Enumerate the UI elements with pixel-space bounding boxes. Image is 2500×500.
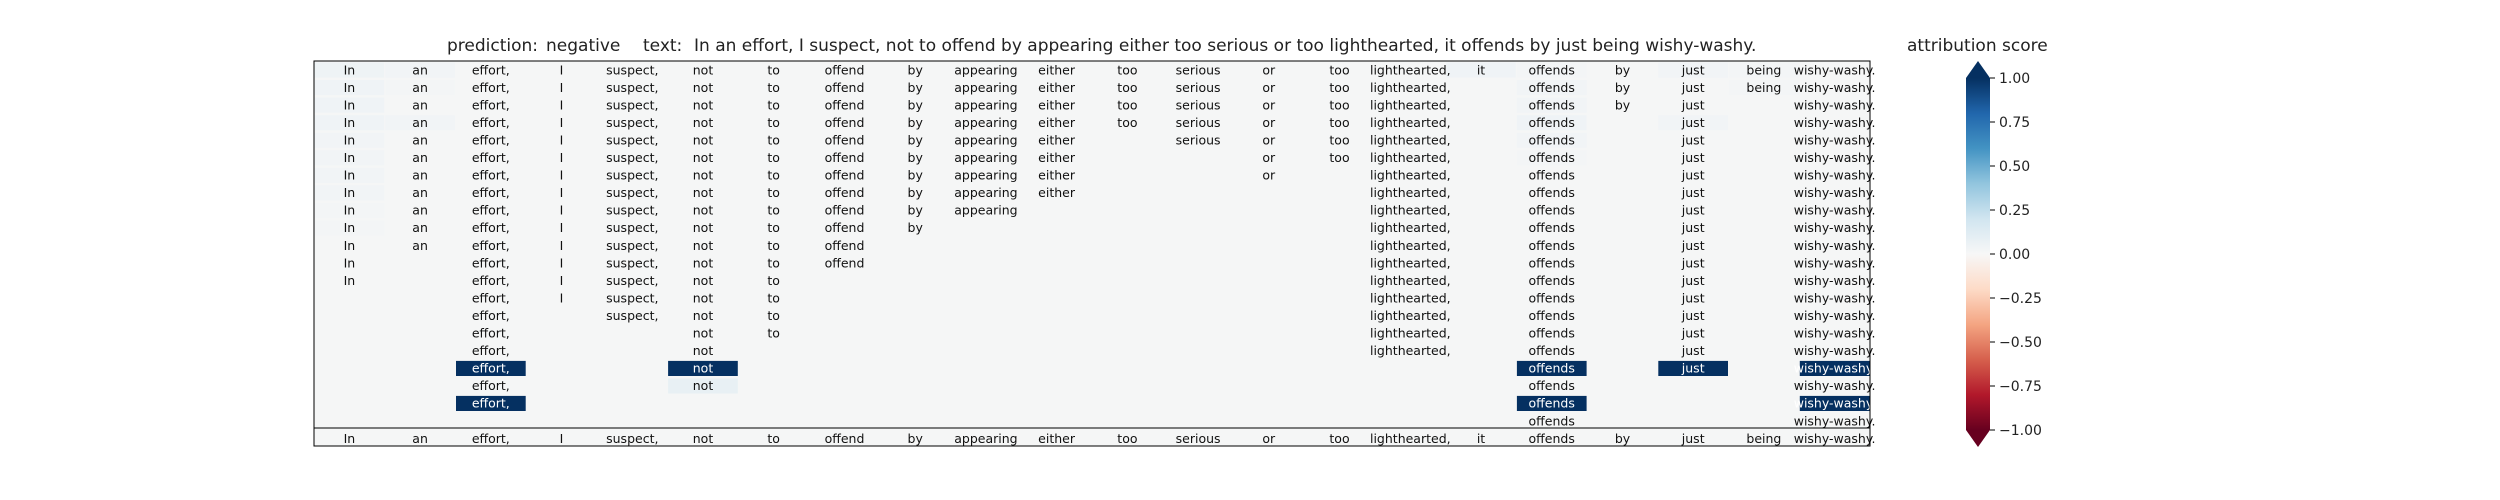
token-label: effort, bbox=[471, 308, 510, 323]
token-label: to bbox=[767, 272, 780, 288]
token-label: to bbox=[767, 185, 780, 201]
token-label: wishy-washy. bbox=[1793, 185, 1876, 201]
token-label: suspect, bbox=[606, 202, 659, 218]
token-label: lighthearted, bbox=[1369, 255, 1451, 271]
baseline-token: being bbox=[1746, 430, 1782, 446]
token-label: wishy-washy. bbox=[1793, 132, 1876, 148]
token-label: offends bbox=[1528, 395, 1575, 411]
token-label: suspect, bbox=[606, 185, 659, 201]
token-label: just bbox=[1681, 325, 1705, 341]
token-label: offends bbox=[1528, 62, 1575, 78]
token-label: In bbox=[343, 167, 356, 183]
token-label: to bbox=[767, 290, 780, 306]
colorbar-gradient bbox=[1966, 78, 1990, 430]
token-label: wishy-washy. bbox=[1793, 167, 1876, 183]
token-label: effort, bbox=[471, 62, 510, 78]
token-label: suspect, bbox=[606, 97, 659, 113]
token-label: effort, bbox=[471, 114, 510, 130]
colorbar-tick-label: −0.50 bbox=[1999, 335, 2042, 351]
token-label: I bbox=[559, 255, 564, 271]
token-label: just bbox=[1681, 202, 1705, 218]
token-label: wishy-washy. bbox=[1793, 202, 1876, 218]
token-label: either bbox=[1038, 185, 1076, 201]
token-label: by bbox=[907, 62, 923, 78]
token-label: wishy-washy. bbox=[1793, 378, 1876, 394]
token-label: by bbox=[1614, 79, 1631, 95]
token-label: offends bbox=[1528, 150, 1575, 165]
baseline-token: by bbox=[907, 430, 923, 446]
token-label: wishy-washy. bbox=[1793, 114, 1876, 130]
token-label: suspect, bbox=[606, 272, 659, 288]
token-label: lighthearted, bbox=[1369, 185, 1451, 201]
baseline-token: an bbox=[412, 430, 428, 446]
token-label: just bbox=[1681, 343, 1705, 359]
token-label: an bbox=[412, 97, 428, 113]
token-label: offends bbox=[1528, 114, 1575, 130]
baseline-token: lighthearted, bbox=[1369, 430, 1451, 446]
token-label: I bbox=[559, 150, 564, 165]
token-label: just bbox=[1681, 360, 1705, 376]
token-label: by bbox=[907, 150, 923, 165]
token-label: appearing bbox=[954, 79, 1018, 95]
token-label: effort, bbox=[471, 343, 510, 359]
token-label: wishy-washy. bbox=[1793, 325, 1876, 341]
token-label: wishy-washy. bbox=[1793, 220, 1876, 236]
token-label: lighthearted, bbox=[1369, 272, 1451, 288]
baseline-token: In bbox=[343, 430, 356, 446]
token-label: offend bbox=[824, 167, 865, 183]
colorbar-tick-label: 0.75 bbox=[1999, 115, 2031, 131]
token-label: In bbox=[343, 202, 356, 218]
token-label: or bbox=[1262, 114, 1276, 130]
token-label: too bbox=[1117, 79, 1138, 95]
token-label: effort, bbox=[471, 360, 510, 376]
token-label: either bbox=[1038, 132, 1076, 148]
token-label: I bbox=[559, 114, 564, 130]
token-label: offends bbox=[1528, 272, 1575, 288]
token-label: to bbox=[767, 202, 780, 218]
token-label: too bbox=[1329, 132, 1350, 148]
token-label: wishy-washy. bbox=[1793, 237, 1876, 253]
token-label: by bbox=[907, 167, 923, 183]
token-label: effort, bbox=[471, 132, 510, 148]
token-label: offends bbox=[1528, 290, 1575, 306]
token-label: offends bbox=[1528, 343, 1575, 359]
token-label: lighthearted, bbox=[1369, 97, 1451, 113]
token-label: either bbox=[1038, 114, 1076, 130]
token-label: not bbox=[692, 237, 714, 253]
baseline-token: or bbox=[1262, 430, 1276, 446]
token-label: lighthearted, bbox=[1369, 62, 1451, 78]
token-label: effort, bbox=[471, 79, 510, 95]
baseline-token: appearing bbox=[954, 430, 1018, 446]
token-label: not bbox=[692, 97, 714, 113]
token-label: wishy-washy. bbox=[1793, 343, 1876, 359]
token-label: not bbox=[692, 290, 714, 306]
colorbar bbox=[1966, 61, 2042, 447]
token-label: In bbox=[343, 62, 356, 78]
baseline-token: offend bbox=[824, 430, 865, 446]
token-label: offend bbox=[824, 237, 865, 253]
token-label: to bbox=[767, 79, 780, 95]
token-label: effort, bbox=[471, 255, 510, 271]
baseline-token: suspect, bbox=[606, 430, 659, 446]
token-label: appearing bbox=[954, 132, 1018, 148]
token-label: just bbox=[1681, 272, 1705, 288]
token-label: lighthearted, bbox=[1369, 290, 1451, 306]
token-label: suspect, bbox=[606, 150, 659, 165]
token-label: effort, bbox=[471, 202, 510, 218]
baseline-token: too bbox=[1329, 430, 1350, 446]
token-label: lighthearted, bbox=[1369, 79, 1451, 95]
token-label: I bbox=[559, 79, 564, 95]
token-label: to bbox=[767, 97, 780, 113]
token-label: or bbox=[1262, 79, 1276, 95]
token-label: In bbox=[343, 220, 356, 236]
token-label: an bbox=[412, 220, 428, 236]
token-label: In bbox=[343, 79, 356, 95]
token-label: serious bbox=[1175, 114, 1221, 130]
token-label: appearing bbox=[954, 114, 1018, 130]
token-label: offend bbox=[824, 220, 865, 236]
token-label: not bbox=[692, 79, 714, 95]
token-label: I bbox=[559, 167, 564, 183]
baseline-token: by bbox=[1614, 430, 1631, 446]
token-label: wishy-washy. bbox=[1793, 360, 1876, 376]
token-label: too bbox=[1117, 62, 1138, 78]
token-label: appearing bbox=[954, 185, 1018, 201]
token-label: offends bbox=[1528, 255, 1575, 271]
token-label: an bbox=[412, 237, 428, 253]
token-label: serious bbox=[1175, 79, 1221, 95]
token-label: an bbox=[412, 132, 428, 148]
token-label: offend bbox=[824, 150, 865, 165]
token-label: just bbox=[1681, 79, 1705, 95]
token-label: I bbox=[559, 97, 564, 113]
token-label: suspect, bbox=[606, 220, 659, 236]
token-label: offend bbox=[824, 114, 865, 130]
token-label: lighthearted, bbox=[1369, 220, 1451, 236]
token-label: offend bbox=[824, 132, 865, 148]
token-label: suspect, bbox=[606, 62, 659, 78]
colorbar-tick-label: 0.00 bbox=[1999, 247, 2031, 263]
token-label: just bbox=[1681, 114, 1705, 130]
token-label: an bbox=[412, 185, 428, 201]
colorbar-tick-label: 0.25 bbox=[1999, 203, 2031, 219]
token-label: either bbox=[1038, 97, 1076, 113]
token-label: too bbox=[1329, 114, 1350, 130]
token-label: lighthearted, bbox=[1369, 114, 1451, 130]
token-label: effort, bbox=[471, 325, 510, 341]
token-label: just bbox=[1681, 97, 1705, 113]
colorbar-tick-label: −1.00 bbox=[1999, 423, 2042, 439]
baseline-token: either bbox=[1038, 430, 1076, 446]
token-label: to bbox=[767, 150, 780, 165]
token-label: an bbox=[412, 114, 428, 130]
token-label: wishy-washy. bbox=[1793, 150, 1876, 165]
token-label: suspect, bbox=[606, 255, 659, 271]
token-label: In bbox=[343, 237, 356, 253]
token-label: lighthearted, bbox=[1369, 343, 1451, 359]
token-label: effort, bbox=[471, 272, 510, 288]
token-label: wishy-washy. bbox=[1793, 97, 1876, 113]
token-label: to bbox=[767, 255, 780, 271]
token-label: to bbox=[767, 132, 780, 148]
baseline-token: effort, bbox=[471, 430, 510, 446]
token-label: not bbox=[692, 308, 714, 323]
token-label: or bbox=[1262, 97, 1276, 113]
token-label: lighthearted, bbox=[1369, 202, 1451, 218]
token-label: suspect, bbox=[606, 290, 659, 306]
token-label: an bbox=[412, 79, 428, 95]
token-label: an bbox=[412, 202, 428, 218]
token-label: either bbox=[1038, 167, 1076, 183]
token-label: too bbox=[1117, 97, 1138, 113]
baseline-token: to bbox=[767, 430, 780, 446]
token-label: just bbox=[1681, 167, 1705, 183]
baseline-token: wishy-washy. bbox=[1793, 430, 1876, 446]
token-label: just bbox=[1681, 150, 1705, 165]
token-label: not bbox=[692, 185, 714, 201]
baseline-token: just bbox=[1681, 430, 1705, 446]
token-label: In bbox=[343, 97, 356, 113]
token-label: offends bbox=[1528, 325, 1575, 341]
token-label: I bbox=[559, 272, 564, 288]
token-label: suspect, bbox=[606, 132, 659, 148]
token-label: effort, bbox=[471, 220, 510, 236]
token-label: In bbox=[343, 114, 356, 130]
token-label: by bbox=[907, 97, 923, 113]
token-label: In bbox=[343, 255, 356, 271]
token-label: either bbox=[1038, 62, 1076, 78]
token-label: suspect, bbox=[606, 79, 659, 95]
token-label: to bbox=[767, 167, 780, 183]
token-label: or bbox=[1262, 132, 1276, 148]
token-label: appearing bbox=[954, 97, 1018, 113]
token-label: wishy-washy. bbox=[1793, 272, 1876, 288]
token-label: to bbox=[767, 308, 780, 323]
token-label: offend bbox=[824, 97, 865, 113]
token-label: not bbox=[692, 378, 714, 394]
token-label: wishy-washy. bbox=[1793, 255, 1876, 271]
token-label: I bbox=[559, 202, 564, 218]
token-label: serious bbox=[1175, 132, 1221, 148]
token-label: wishy-washy. bbox=[1793, 290, 1876, 306]
token-label: I bbox=[559, 290, 564, 306]
token-label: offend bbox=[824, 79, 865, 95]
token-label: just bbox=[1681, 308, 1705, 323]
token-label: too bbox=[1117, 114, 1138, 130]
token-label: either bbox=[1038, 79, 1076, 95]
baseline-token: serious bbox=[1175, 430, 1221, 446]
token-label: not bbox=[692, 325, 714, 341]
token-label: I bbox=[559, 185, 564, 201]
token-label: appearing bbox=[954, 167, 1018, 183]
token-label: either bbox=[1038, 150, 1076, 165]
token-label: wishy-washy. bbox=[1793, 413, 1876, 429]
token-label: too bbox=[1329, 150, 1350, 165]
chart-title bbox=[447, 36, 1756, 56]
token-label: offend bbox=[824, 202, 865, 218]
token-label: being bbox=[1746, 79, 1782, 95]
token-label: I bbox=[559, 237, 564, 253]
colorbar-top-extension bbox=[1966, 61, 1990, 78]
token-label: I bbox=[559, 220, 564, 236]
token-label: not bbox=[692, 114, 714, 130]
token-label: I bbox=[559, 132, 564, 148]
token-label: wishy-washy. bbox=[1793, 79, 1876, 95]
token-label: by bbox=[1614, 62, 1631, 78]
token-label: effort, bbox=[471, 395, 510, 411]
token-label: offends bbox=[1528, 132, 1575, 148]
token-label: offends bbox=[1528, 360, 1575, 376]
token-label: by bbox=[907, 220, 923, 236]
baseline-token: it bbox=[1476, 430, 1486, 446]
token-label: or bbox=[1262, 150, 1276, 165]
token-label: not bbox=[692, 343, 714, 359]
token-label: In bbox=[343, 272, 356, 288]
token-label: offends bbox=[1528, 185, 1575, 201]
token-label: effort, bbox=[471, 290, 510, 306]
text-value: In an effort, I suspect, not to offend by appearing either too serious or too lighthearted, it offends by just being wishy-washy. bbox=[694, 36, 1757, 56]
token-label: by bbox=[907, 114, 923, 130]
token-label: to bbox=[767, 114, 780, 130]
token-label: offends bbox=[1528, 378, 1575, 394]
baseline-token: not bbox=[692, 430, 714, 446]
token-label: lighthearted, bbox=[1369, 237, 1451, 253]
token-label: offends bbox=[1528, 167, 1575, 183]
token-label: by bbox=[907, 79, 923, 95]
token-label: being bbox=[1746, 62, 1782, 78]
token-label: lighthearted, bbox=[1369, 308, 1451, 323]
token-label: too bbox=[1329, 97, 1350, 113]
baseline-token: I bbox=[559, 430, 564, 446]
token-label: just bbox=[1681, 290, 1705, 306]
token-label: appearing bbox=[954, 62, 1018, 78]
token-label: In bbox=[343, 132, 356, 148]
token-label: effort, bbox=[471, 97, 510, 113]
token-label: suspect, bbox=[606, 114, 659, 130]
token-label: just bbox=[1681, 185, 1705, 201]
token-label: offends bbox=[1528, 97, 1575, 113]
token-label: not bbox=[692, 272, 714, 288]
colorbar-ticks bbox=[1990, 71, 2042, 439]
token-label: to bbox=[767, 237, 780, 253]
token-label: lighthearted, bbox=[1369, 132, 1451, 148]
prediction-value: negative bbox=[546, 36, 621, 56]
baseline-token: offends bbox=[1528, 430, 1575, 446]
token-label: wishy-washy. bbox=[1793, 395, 1876, 411]
token-label: suspect, bbox=[606, 237, 659, 253]
token-label: offends bbox=[1528, 202, 1575, 218]
token-label: just bbox=[1681, 237, 1705, 253]
token-label: an bbox=[412, 167, 428, 183]
token-label: an bbox=[412, 62, 428, 78]
token-label: effort, bbox=[471, 150, 510, 165]
token-label: suspect, bbox=[606, 167, 659, 183]
token-label: by bbox=[907, 132, 923, 148]
token-label: lighthearted, bbox=[1369, 150, 1451, 165]
token-label: not bbox=[692, 167, 714, 183]
token-label: it bbox=[1476, 62, 1486, 78]
token-label: not bbox=[692, 220, 714, 236]
token-label: appearing bbox=[954, 202, 1018, 218]
heatmap-background bbox=[314, 61, 1870, 446]
token-label: offends bbox=[1528, 308, 1575, 323]
token-label: not bbox=[692, 360, 714, 376]
token-label: offends bbox=[1528, 237, 1575, 253]
token-label: offends bbox=[1528, 220, 1575, 236]
token-label: lighthearted, bbox=[1369, 167, 1451, 183]
token-label: offend bbox=[824, 185, 865, 201]
token-label: by bbox=[907, 185, 923, 201]
token-label: effort, bbox=[471, 167, 510, 183]
token-label: effort, bbox=[471, 237, 510, 253]
colorbar-tick-label: 0.50 bbox=[1999, 159, 2031, 175]
token-label: I bbox=[559, 62, 564, 78]
token-label: not bbox=[692, 150, 714, 165]
token-label: to bbox=[767, 325, 780, 341]
colorbar-tick-label: −0.25 bbox=[1999, 291, 2042, 307]
token-label: too bbox=[1329, 79, 1350, 95]
token-label: too bbox=[1329, 62, 1350, 78]
token-label: wishy-washy. bbox=[1793, 308, 1876, 323]
baseline-token: too bbox=[1117, 430, 1138, 446]
token-label: effort, bbox=[471, 378, 510, 394]
colorbar-bottom-extension bbox=[1966, 430, 1990, 447]
token-label: offends bbox=[1528, 79, 1575, 95]
token-label: offend bbox=[824, 62, 865, 78]
token-label: just bbox=[1681, 220, 1705, 236]
prediction-label: prediction: bbox=[447, 36, 539, 56]
colorbar-tick-label: −0.75 bbox=[1999, 379, 2042, 395]
token-label: not bbox=[692, 255, 714, 271]
colorbar-tick-label: 1.00 bbox=[1999, 71, 2031, 87]
token-label: effort, bbox=[471, 185, 510, 201]
token-label: offend bbox=[824, 255, 865, 271]
token-label: to bbox=[767, 62, 780, 78]
token-label: suspect, bbox=[606, 308, 659, 323]
token-label: In bbox=[343, 185, 356, 201]
token-label: serious bbox=[1175, 97, 1221, 113]
token-label: lighthearted, bbox=[1369, 325, 1451, 341]
token-label: wishy-washy. bbox=[1793, 62, 1876, 78]
token-label: or bbox=[1262, 167, 1276, 183]
token-label: appearing bbox=[954, 150, 1018, 165]
token-label: to bbox=[767, 220, 780, 236]
text-label: text: bbox=[643, 36, 683, 56]
token-label: by bbox=[907, 202, 923, 218]
token-label: an bbox=[412, 150, 428, 165]
colorbar-label: attribution score bbox=[1907, 36, 2048, 56]
token-label: not bbox=[692, 202, 714, 218]
token-label: just bbox=[1681, 132, 1705, 148]
token-label: just bbox=[1681, 255, 1705, 271]
token-label: not bbox=[692, 132, 714, 148]
token-label: offends bbox=[1528, 413, 1575, 429]
token-label: by bbox=[1614, 97, 1631, 113]
token-label: not bbox=[692, 62, 714, 78]
token-label: just bbox=[1681, 62, 1705, 78]
token-label: In bbox=[343, 150, 356, 165]
token-label: or bbox=[1262, 62, 1276, 78]
token-label: serious bbox=[1175, 62, 1221, 78]
